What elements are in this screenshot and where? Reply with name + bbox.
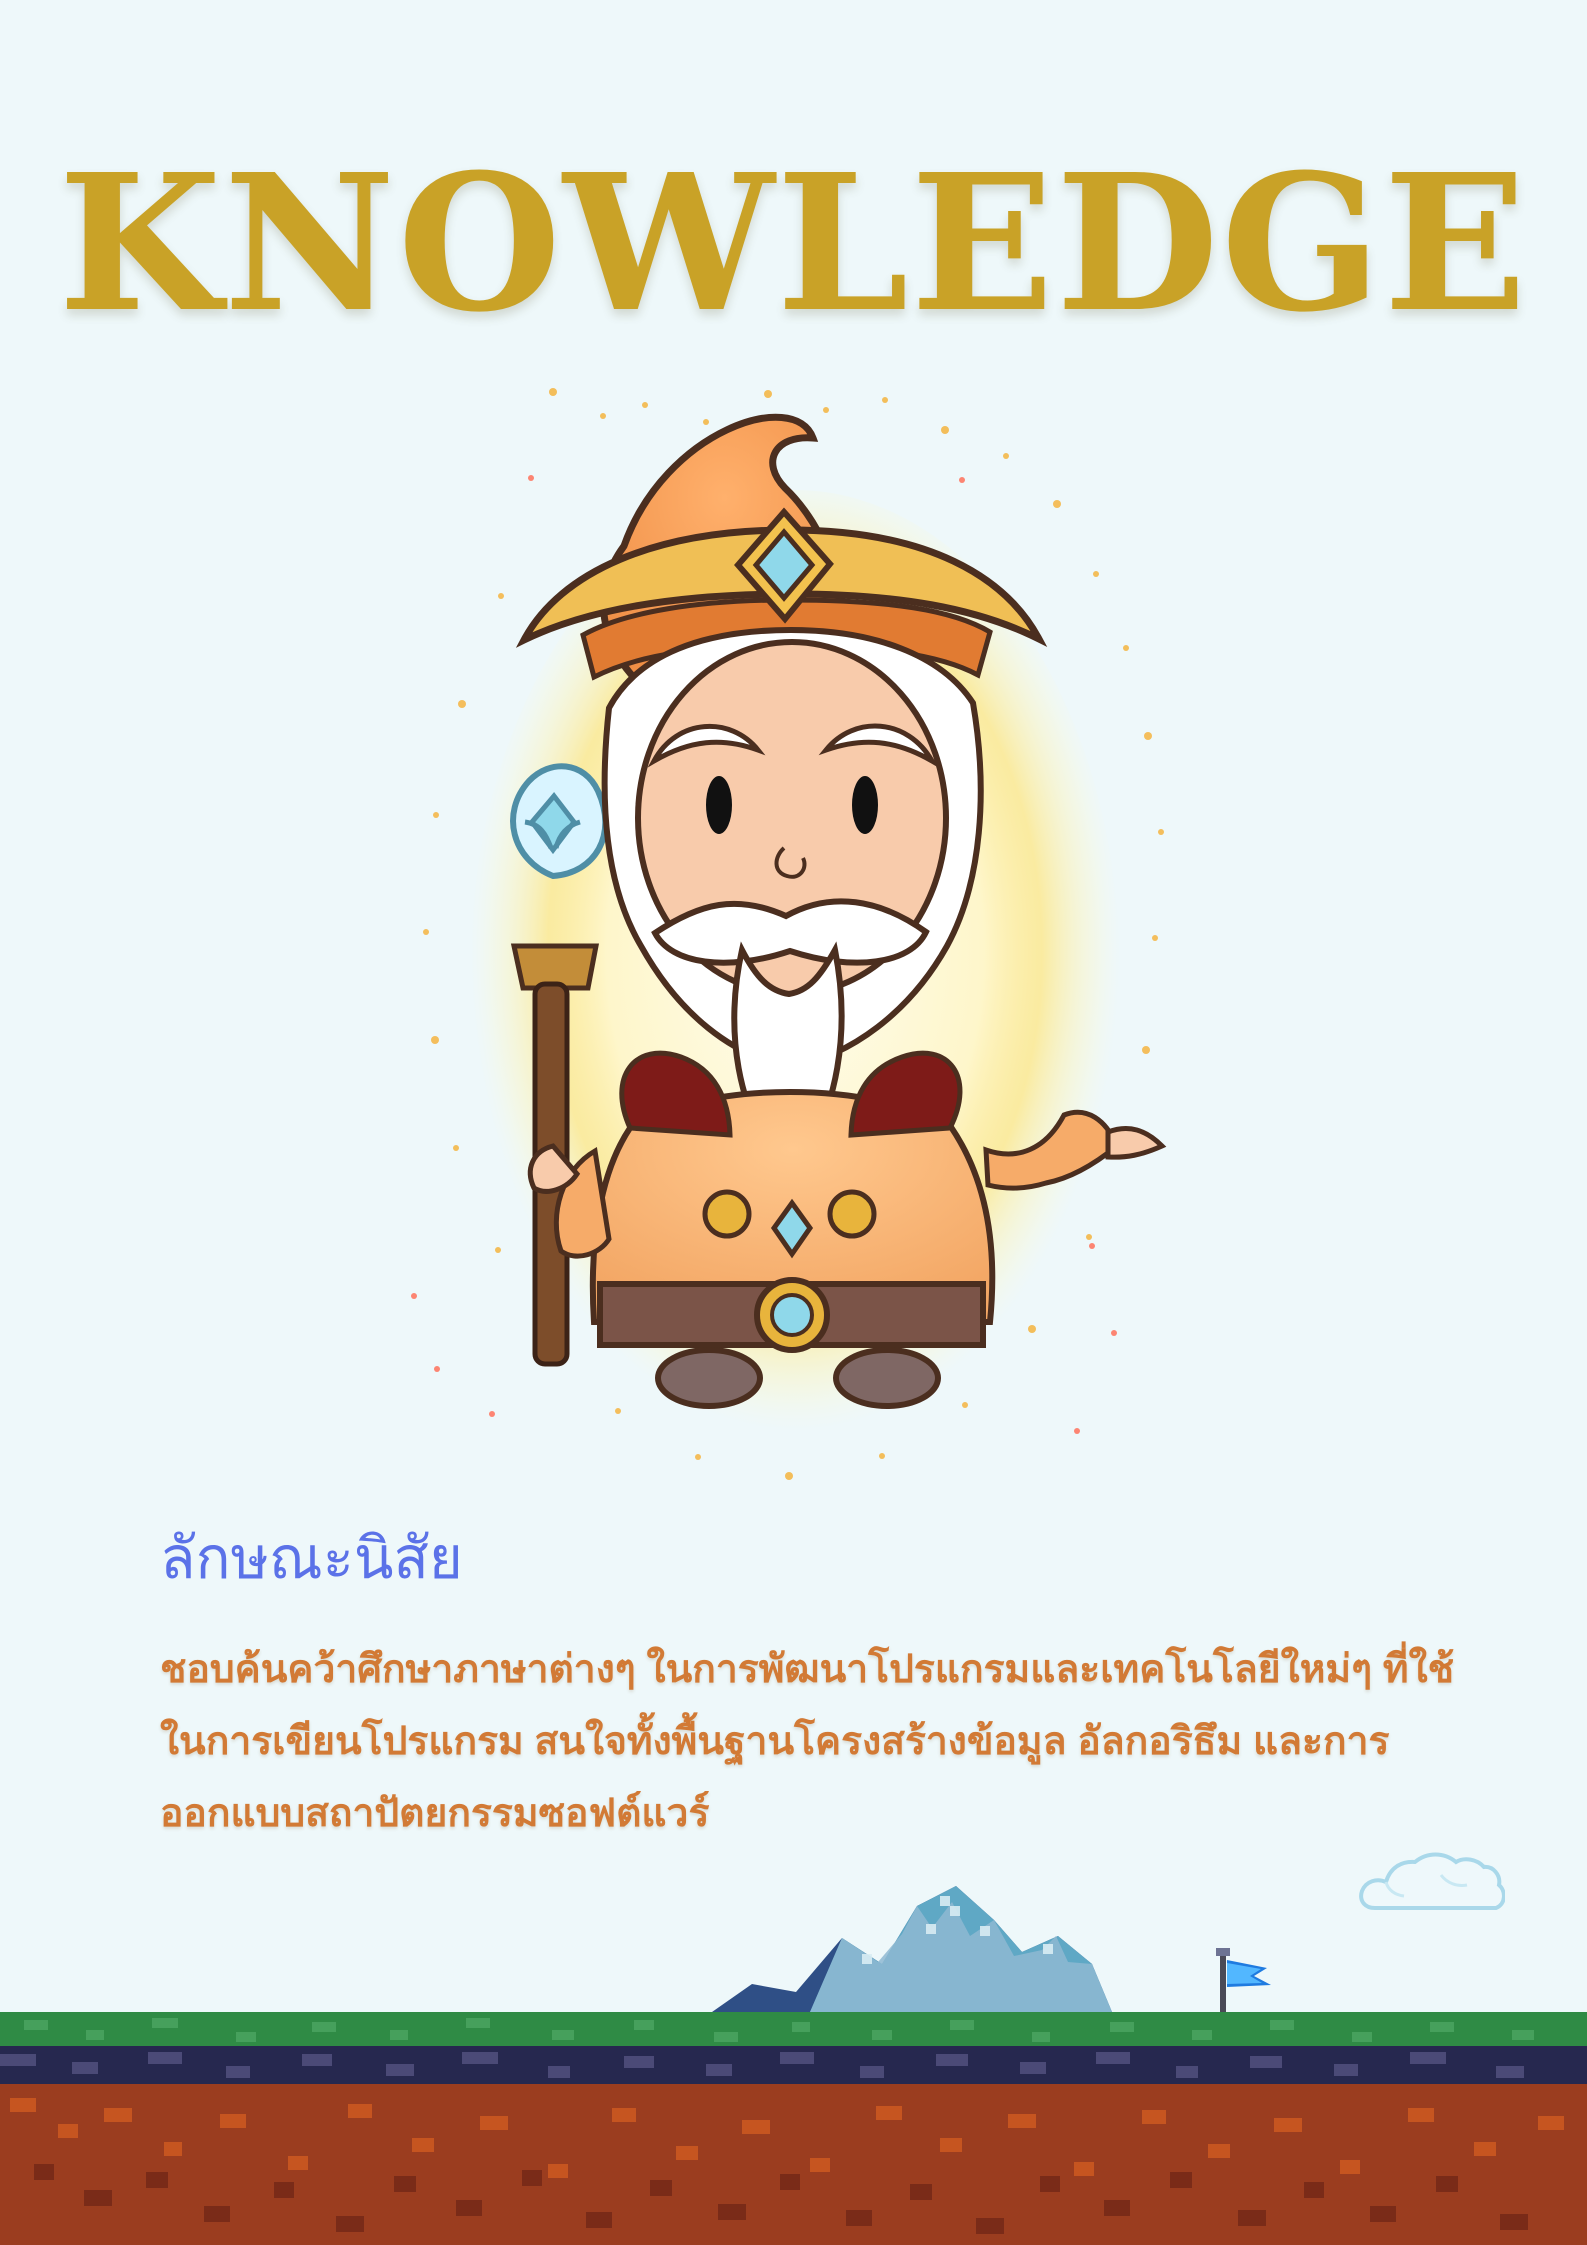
wizard-illustration xyxy=(380,360,1210,1520)
description-text: ชอบค้นคว้าศึกษาภาษาต่างๆ ในการพัฒนาโปรแกรมและเทคโนโลยีใหม่ๆ ที่ใช้ในการเขียนโปรแกรม สนใจทั้งพื้นฐานโครงสร้างข้อมูล อัลกอริธึม และการออกแบบสถาปัตยกรรมซอฟต์แวร์ xyxy=(160,1648,1455,1836)
wizard-illustration xyxy=(380,360,1210,1520)
page-title: KNOWLEDGE xyxy=(58,133,1529,354)
cloud-icon xyxy=(1355,1842,1505,1922)
mustache xyxy=(655,901,926,962)
section-heading: ลักษณะนิสัย xyxy=(160,1526,463,1591)
pixel-ground xyxy=(0,2012,1587,2245)
pixel-ground xyxy=(0,2012,1587,2245)
cloud-icon xyxy=(1355,1842,1505,1922)
pixel-mountain-icon xyxy=(712,1880,1112,2020)
staff-crystal-icon xyxy=(513,766,605,876)
left-eye-icon xyxy=(706,776,732,834)
pixel-mountain-icon xyxy=(712,1880,1112,2020)
right-eye-icon xyxy=(852,776,878,834)
